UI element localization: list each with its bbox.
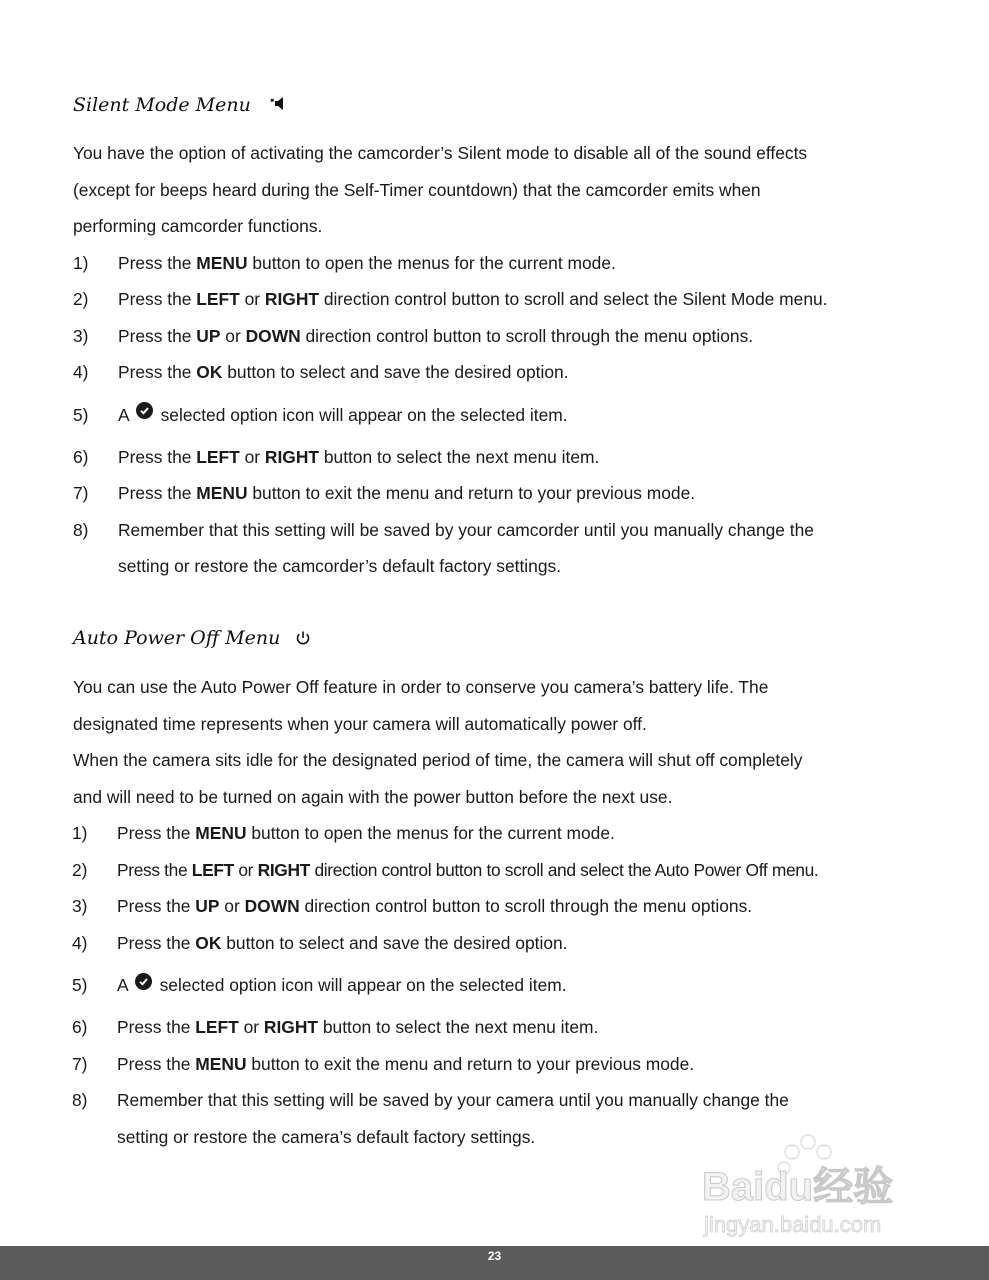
list-item: 3) Press the UP or DOWN direction control button to scroll through the menu options. <box>73 318 933 355</box>
autopower-steps-list <box>72 815 933 1155</box>
step-number: 1) <box>72 823 88 843</box>
list-item: 8) Remember that this setting will be saved by your camera until you manually change the setting or restore the camera’s default factory settings. <box>72 1082 933 1155</box>
power-icon <box>294 629 312 647</box>
autopower-intro-line-4: and will need to be turned on again with the power button before the next use. <box>73 786 673 807</box>
auto-power-off-heading <box>73 625 933 651</box>
step-number: 4) <box>72 932 88 953</box>
list-item: 4) Press the OK button to select and save the desired option. <box>72 925 933 962</box>
silent-mode-section <box>73 92 933 585</box>
step-number: 5) <box>72 975 88 995</box>
check-circle-icon <box>136 402 153 419</box>
list-item: 7) Press the MENU button to exit the menu and return to your previous mode. <box>73 475 933 512</box>
page-footer <box>0 1246 989 1280</box>
list-item: 5) A selected option icon will appear on the selected item. <box>73 391 933 439</box>
list-item: 8) Remember that this setting will be saved by your camcorder until you manually change the setting or restore the camcorder’s default factory settings. <box>73 512 933 585</box>
step-number: 2) <box>73 289 89 309</box>
silent-steps-list <box>73 245 933 585</box>
list-item: 2) Press the LEFT or RIGHT direction control button to scroll and select the Silent Mode menu. <box>73 281 933 318</box>
step-number: 1) <box>73 252 89 273</box>
silent-intro-line-3: performing camcorder functions. <box>73 216 323 236</box>
step-number: 5) <box>73 404 89 425</box>
step-number: 2) <box>72 859 88 880</box>
silent-intro-line-1: You have the option of activating the camcorder’s Silent mode to disable all of the sound effects <box>73 143 808 163</box>
auto-power-off-section <box>73 625 933 1155</box>
speaker-mute-icon <box>265 96 285 114</box>
step-number: 8) <box>72 1090 88 1110</box>
silent-mode-title: Silent Mode Menu <box>73 94 251 116</box>
step-number: 6) <box>73 446 89 467</box>
step-number: 7) <box>72 1053 88 1074</box>
step-number: 6) <box>72 1017 88 1037</box>
step-number: 4) <box>73 362 89 382</box>
page-number: 23 <box>487 1249 502 1263</box>
step-number: 8) <box>73 519 89 540</box>
baidu-watermark <box>700 1130 940 1240</box>
watermark-url: jingyan.baidu.com <box>704 1212 882 1237</box>
list-item: 7) Press the MENU button to exit the menu and return to your previous mode. <box>72 1046 933 1083</box>
silent-intro-line-2: (except for beeps heard during the Self-Timer countdown) that the camcorder emits when <box>73 179 761 200</box>
list-item: 3) Press the UP or DOWN direction control button to scroll through the menu options. <box>72 888 933 925</box>
list-item: 4) Press the OK button to select and save the desired option. <box>73 354 933 391</box>
list-item: 6) Press the LEFT or RIGHT button to select the next menu item. <box>72 1009 933 1046</box>
auto-power-off-title: Auto Power Off Menu <box>73 627 281 649</box>
step-number: 3) <box>73 325 89 346</box>
list-item: 2) Press the LEFT or RIGHT direction control button to scroll and select the Auto Power Off menu. <box>72 852 933 889</box>
autopower-intro-line-3: When the camera sits idle for the designated period of time, the camera will shut off completely <box>73 750 803 770</box>
list-item: 5) A selected option icon will appear on the selected item. <box>72 961 933 1009</box>
list-item: 1) Press the MENU button to open the menus for the current mode. <box>73 245 933 282</box>
autopower-intro-line-1: You can use the Auto Power Off feature in order to conserve you camera’s battery life. The <box>73 677 769 697</box>
step-number: 7) <box>73 483 89 503</box>
check-circle-icon <box>135 973 152 990</box>
step-number: 3) <box>72 896 88 916</box>
autopower-intro-line-2: designated time represents when your camera will automatically power off. <box>73 713 647 734</box>
watermark-brand: Baidu经验 <box>702 1165 894 1209</box>
list-item: 6) Press the LEFT or RIGHT button to select the next menu item. <box>73 439 933 476</box>
list-item: 1) Press the MENU button to open the menus for the current mode. <box>72 815 933 852</box>
silent-mode-heading <box>73 92 933 118</box>
